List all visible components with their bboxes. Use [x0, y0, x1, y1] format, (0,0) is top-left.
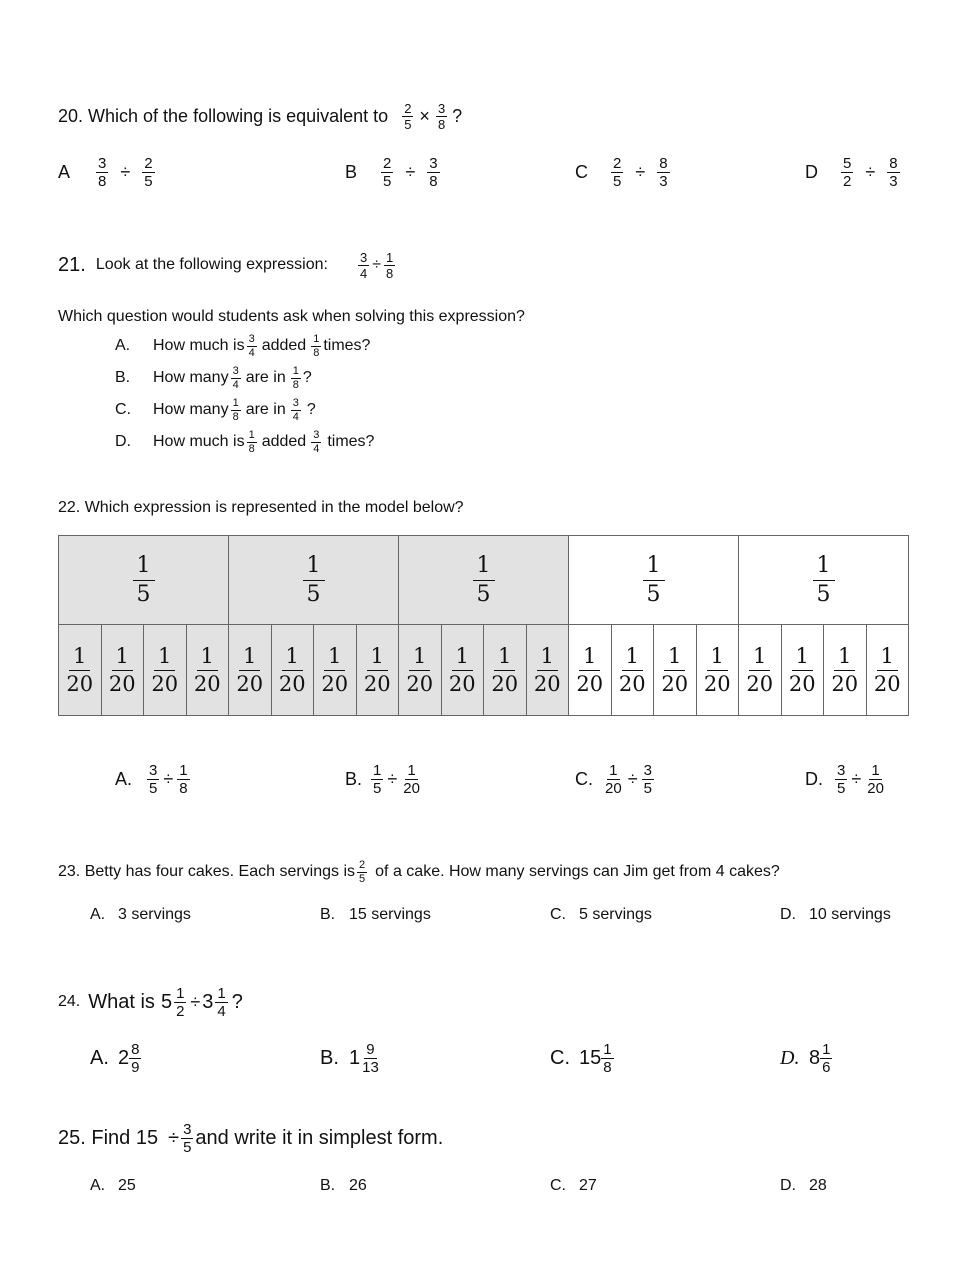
- fifth-cell: $\frac{1}{5}$: [739, 536, 909, 625]
- q20-expr-frac-a: $\frac{2}{5}$: [404, 100, 412, 132]
- q25-choice-d[interactable]: D. 28: [780, 1177, 827, 1194]
- twentieth-cell: $\frac{1}{20}$: [569, 625, 612, 716]
- q25-choice-c[interactable]: C. 27: [550, 1177, 597, 1194]
- twentieth-cell: $\frac{1}{20}$: [314, 625, 357, 716]
- twentieth-cell: $\frac{1}{20}$: [484, 625, 527, 716]
- q20-question: 20. Which of the following is equivalent to $\frac{2}{5}$ × $\frac{3}{8}$ ?: [58, 100, 463, 132]
- q24-choice-d[interactable]: D. 8 $\frac{1}{6}$: [780, 1040, 831, 1076]
- q23-choice-b[interactable]: B. 15 servings: [320, 906, 431, 923]
- q21-expr-frac-b: $\frac{1}{8}$: [385, 249, 394, 281]
- q25-choice-b[interactable]: B. 26: [320, 1177, 367, 1194]
- q24-question: 24. What is 5 $\frac{1}{2}$ ÷ 3 $\frac{1}{4}$ ?: [58, 984, 243, 1020]
- q22-fraction-model: [58, 535, 909, 716]
- q22-question: 22. Which expression is represented in the model below?: [58, 499, 464, 516]
- q20-choice-b[interactable]: B $\frac{2}{5}$ ÷ $\frac{3}{8}$: [345, 154, 438, 190]
- q20-expr-frac-b: $\frac{3}{8}$: [437, 100, 446, 132]
- q21-choice-c[interactable]: C. How many $\frac{1}{8}$ are in $\frac{3}{4}$ ?: [115, 396, 316, 423]
- q21-question: Which question would students ask when solving this expression?: [58, 308, 525, 325]
- fifth-cell: $\frac{1}{5}$: [59, 536, 229, 625]
- twentieth-cell: $\frac{1}{20}$: [866, 625, 909, 716]
- q22-choice-b[interactable]: B. $\frac{1}{5}$ ÷ $\frac{1}{20}$: [345, 761, 420, 797]
- twentieth-cell: $\frac{1}{20}$: [441, 625, 484, 716]
- q21-expr-frac-a: $\frac{3}{4}$: [359, 249, 368, 281]
- twentieth-cell: $\frac{1}{20}$: [229, 625, 272, 716]
- fifth-cell: $\frac{1}{5}$: [569, 536, 739, 625]
- q23-choice-a[interactable]: A. 3 servings: [90, 906, 191, 923]
- q23-choice-d[interactable]: D. 10 servings: [780, 906, 891, 923]
- fifth-cell: $\frac{1}{5}$: [399, 536, 569, 625]
- q20-choice-a[interactable]: A $\frac{3}{8}$ ÷ $\frac{2}{5}$: [58, 154, 153, 190]
- twentieth-cell: $\frac{1}{20}$: [654, 625, 697, 716]
- q25-question: 25. Find 15 ÷ $\frac{3}{5}$ and write it in simplest form.: [58, 1120, 444, 1156]
- q20-choice-c[interactable]: C $\frac{2}{5}$ ÷ $\frac{8}{3}$: [575, 154, 668, 190]
- q22-choice-a[interactable]: A. $\frac{3}{5}$ ÷ $\frac{1}{8}$: [115, 761, 188, 797]
- twentieth-cell: $\frac{1}{20}$: [186, 625, 229, 716]
- q24-choice-c[interactable]: C. 15 $\frac{1}{8}$: [550, 1040, 612, 1076]
- q23-choice-c[interactable]: C. 5 servings: [550, 906, 652, 923]
- q22-choice-c[interactable]: C. $\frac{1}{20}$ ÷ $\frac{3}{5}$: [575, 761, 652, 797]
- twentieth-cell: $\frac{1}{20}$: [526, 625, 569, 716]
- q25-choice-a[interactable]: A. 25: [90, 1177, 136, 1194]
- twentieth-cell: $\frac{1}{20}$: [611, 625, 654, 716]
- fifths-row: [59, 536, 909, 625]
- twentieth-cell: $\frac{1}{20}$: [101, 625, 144, 716]
- q24-choice-b[interactable]: B. 1 $\frac{9}{13}$: [320, 1040, 379, 1076]
- twentieth-cell: $\frac{1}{20}$: [824, 625, 867, 716]
- q23-question: 23. Betty has four cakes. Each servings is $\frac{2}{5}$ of a cake. How many servings can Jim get from 4 cakes?: [58, 858, 780, 885]
- twentieth-cell: $\frac{1}{20}$: [144, 625, 187, 716]
- q22-choice-d[interactable]: D. $\frac{3}{5}$ ÷ $\frac{1}{20}$: [805, 761, 884, 797]
- fifth-cell: $\frac{1}{5}$: [229, 536, 399, 625]
- twentieth-cell: $\frac{1}{20}$: [399, 625, 442, 716]
- twentieth-cell: $\frac{1}{20}$: [271, 625, 314, 716]
- twentieth-cell: $\frac{1}{20}$: [59, 625, 102, 716]
- q20-choice-d[interactable]: D $\frac{5}{2}$ ÷ $\frac{8}{3}$: [805, 154, 898, 190]
- twentieth-cell: $\frac{1}{20}$: [739, 625, 782, 716]
- q21-choice-b[interactable]: B. How many $\frac{3}{4}$ are in $\frac{1}{8}$ ?: [115, 364, 312, 391]
- q24-choice-a[interactable]: A. 2 $\frac{8}{9}$: [90, 1040, 140, 1076]
- q21-header: 21. Look at the following expression: $\frac{3}{4}$ ÷ $\frac{1}{8}$: [58, 249, 394, 281]
- twentieth-cell: $\frac{1}{20}$: [696, 625, 739, 716]
- twentieths-row: [59, 625, 909, 716]
- q21-choice-d[interactable]: D. How much is $\frac{1}{8}$ added $\frac{3}{4}$ times?: [115, 428, 375, 455]
- twentieth-cell: $\frac{1}{20}$: [356, 625, 399, 716]
- twentieth-cell: $\frac{1}{20}$: [781, 625, 824, 716]
- q21-choice-a[interactable]: A. How much is $\frac{3}{4}$ added $\frac{1}{8}$ times?: [115, 332, 371, 359]
